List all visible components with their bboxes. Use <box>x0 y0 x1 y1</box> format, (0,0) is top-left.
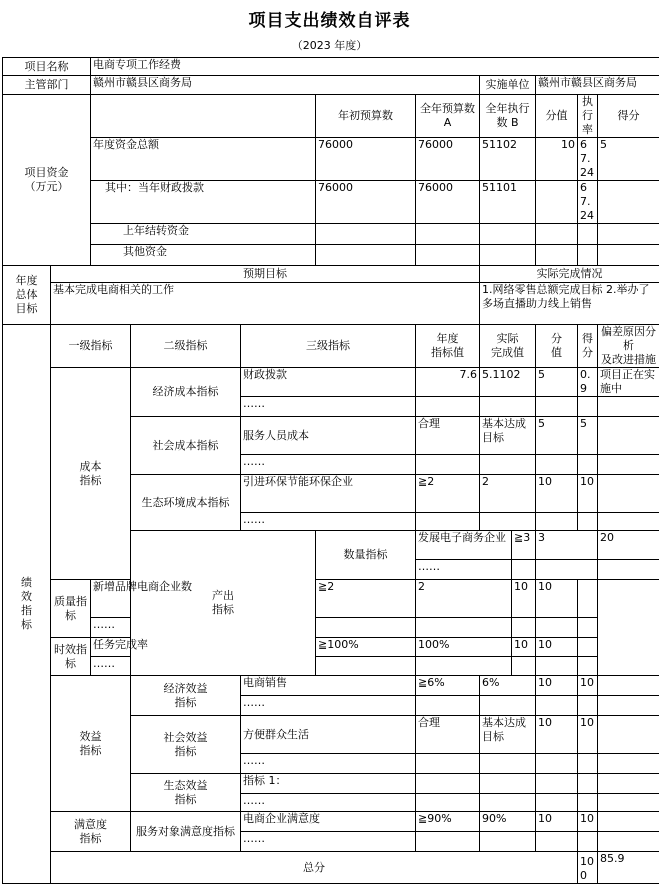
out-time-label: 时效指标 <box>51 638 91 676</box>
indicator-score: 10 <box>536 580 578 618</box>
indicator-target: 合理 <box>416 716 480 754</box>
indicator-weight: 5 <box>536 417 578 455</box>
funds-label: 项目资金 （万元） <box>3 95 91 266</box>
indicator-weight: 10 <box>536 716 578 754</box>
header-level3: 三级指标 <box>241 325 416 368</box>
funds-header-weight: 分值 <box>536 95 578 138</box>
indicator-item: 服务人员成本 <box>241 417 416 455</box>
total-label: 总分 <box>51 852 578 884</box>
funds-score <box>598 245 659 266</box>
project-name: 电商专项工作经费 <box>91 58 659 76</box>
indicator-placeholder: …… <box>91 618 241 638</box>
funds-score <box>598 224 659 245</box>
indicator-actual: 基本达成目标 <box>480 716 536 754</box>
indicator-score: 10 <box>536 638 578 657</box>
indicator-placeholder: …… <box>241 754 416 774</box>
cost-econ-label: 经济成本指标 <box>131 368 241 417</box>
indicator-actual: 6% <box>480 676 536 696</box>
indicator-score: 10 <box>578 475 598 513</box>
funds-row-label: 其他资金 <box>91 245 316 266</box>
funds-weight <box>536 224 578 245</box>
page-subtitle: （2023 年度） <box>0 37 659 53</box>
funds-annual: 76000 <box>416 138 480 181</box>
indicator-target: ≧100% <box>316 638 416 657</box>
indicator-item: 电商销售 <box>241 676 416 696</box>
indicator-actual: 5.1102 <box>480 368 536 397</box>
indicator-item: 任务完成率 <box>91 638 241 657</box>
goals-label: 年度 总体 目标 <box>3 266 51 325</box>
evaluation-table <box>2 57 659 884</box>
funds-row <box>3 245 659 266</box>
funds-initial <box>316 245 416 266</box>
page-title: 项目支出绩效自评表 <box>0 6 659 31</box>
indicator-target: ≧2 <box>416 475 480 513</box>
funds-initial <box>316 224 416 245</box>
indicator-placeholder: …… <box>241 455 416 475</box>
funds-rate <box>578 245 598 266</box>
indicator-target: 7.6 <box>416 368 480 397</box>
actual-goal: 1.网络零售总额完成目标 2.举办了多场直播助力线上销售 <box>480 283 659 325</box>
indicator-score: 0.9 <box>578 368 598 397</box>
indicator-target: ≧90% <box>416 812 480 832</box>
indicator-actual: 基本达成目标 <box>480 417 536 455</box>
indicator-placeholder: …… <box>241 513 416 531</box>
impl-value: 赣州市赣县区商务局 <box>536 76 659 95</box>
funds-header-initial: 年初预算数 <box>316 95 416 138</box>
expected-goal-header: 预期目标 <box>51 266 480 283</box>
indicator-weight: 10 <box>536 475 578 513</box>
ben-econ-label: 经济效益 指标 <box>131 676 241 716</box>
indicator-placeholder: …… <box>241 397 416 417</box>
header-level1: 一级指标 <box>51 325 131 368</box>
dept-value: 赣州市赣县区商务局 <box>91 76 480 95</box>
ben-eco-label: 生态效益 指标 <box>131 774 241 812</box>
benefit-indicator-label: 效益 指标 <box>51 676 131 812</box>
funds-initial: 76000 <box>316 181 416 224</box>
indicator-item: 指标 1： <box>241 774 416 794</box>
indicator-score: 10 <box>578 812 598 832</box>
indicator-item: 方便群众生活 <box>241 716 416 754</box>
actual-goal-header: 实际完成情况 <box>480 266 659 283</box>
indicator-item: 新增品牌电商企业数 <box>91 580 241 618</box>
funds-annual: 76000 <box>416 181 480 224</box>
header-actual: 实际 完成值 <box>480 325 536 368</box>
indicator-placeholder: …… <box>241 794 416 812</box>
cost-social-label: 社会成本指标 <box>131 417 241 475</box>
indicator-placeholder: …… <box>91 657 241 676</box>
dept-label: 主管部门 <box>3 76 91 95</box>
funds-header-annual: 全年预算数 A <box>416 95 480 138</box>
funds-header-score: 得分 <box>598 95 659 138</box>
indicator-item: 发展电子商务企业 <box>416 531 512 560</box>
header-level2: 二级指标 <box>131 325 241 368</box>
funds-annual <box>416 224 480 245</box>
funds-header-executed: 全年执行数 B <box>480 95 536 138</box>
funds-score <box>598 181 659 224</box>
indicator-actual: 2 <box>416 580 512 618</box>
funds-row <box>3 181 659 224</box>
funds-row-label: 上年结转资金 <box>91 224 316 245</box>
indicator-actual: 2 <box>480 475 536 513</box>
header-score: 得 分 <box>578 325 598 368</box>
indicator-item: 引进环保节能环保企业 <box>241 475 416 513</box>
indicator-reason: 项目正在实施中 <box>598 368 659 397</box>
total-score: 85.9 <box>598 852 659 884</box>
satisfaction-indicator-label: 满意度 指标 <box>51 812 131 852</box>
project-name-label: 项目名称 <box>3 58 91 76</box>
header-reason: 偏差原因分析 及改进措施 <box>598 325 659 368</box>
out-qual-label: 质量指标 <box>51 580 91 638</box>
indicator-score: 5 <box>578 417 598 455</box>
funds-executed: 51102 <box>480 138 536 181</box>
indicator-target: ≧3 <box>512 531 536 560</box>
funds-executed <box>480 224 536 245</box>
funds-weight <box>536 181 578 224</box>
indicator-actual: 3 <box>536 531 598 560</box>
indicator-actual: 90% <box>480 812 536 832</box>
indicator-weight: 10 <box>512 580 536 618</box>
expected-goal: 基本完成电商相关的工作 <box>51 283 480 325</box>
funds-weight <box>536 245 578 266</box>
indicator-weight: 10 <box>512 638 536 657</box>
header-weight: 分 值 <box>536 325 578 368</box>
indicator-weight: 5 <box>536 368 578 397</box>
cost-eco-label: 生态环境成本指标 <box>131 475 241 531</box>
header-target: 年度 指标值 <box>416 325 480 368</box>
indicator-weight: 10 <box>536 812 578 832</box>
funds-row <box>3 224 659 245</box>
funds-executed: 51101 <box>480 181 536 224</box>
indicator-target: ≧6% <box>416 676 480 696</box>
indicator-placeholder: …… <box>416 560 512 580</box>
indicator-target: ≧2 <box>316 580 416 618</box>
indicator-score: 10 <box>578 716 598 754</box>
cost-indicator-label: 成本 指标 <box>51 368 131 580</box>
funds-annual <box>416 245 480 266</box>
funds-row-label: 其中：当年财政拨款 <box>91 181 316 224</box>
indicator-score: 10 <box>578 676 598 696</box>
out-qty-label: 数量指标 <box>316 531 416 580</box>
funds-weight: 10 <box>536 138 578 181</box>
total-weight: 100 <box>578 852 598 884</box>
ben-social-label: 社会效益 指标 <box>131 716 241 774</box>
funds-rate <box>578 224 598 245</box>
indicator-placeholder: …… <box>241 832 416 852</box>
indicator-item: 财政拨款 <box>241 368 416 397</box>
indicator-actual: 100% <box>416 638 512 657</box>
indicators-side-label: 绩 效 指 标 <box>3 325 51 884</box>
output-indicator-label: 产出 指标 <box>131 531 316 676</box>
funds-executed <box>480 245 536 266</box>
funds-initial: 76000 <box>316 138 416 181</box>
sat-sub-label: 服务对象满意度指标 <box>131 812 241 852</box>
funds-rate: 67.24 <box>578 138 598 181</box>
impl-label: 实施单位 <box>480 76 536 95</box>
indicator-item: 电商企业满意度 <box>241 812 416 832</box>
indicator-placeholder: …… <box>241 696 416 716</box>
funds-header-rate: 执行率 <box>578 95 598 138</box>
indicator-weight: 10 <box>536 676 578 696</box>
funds-score: 5 <box>598 138 659 181</box>
funds-rate: 67.24 <box>578 181 598 224</box>
indicator-weight: 20 <box>598 531 659 560</box>
funds-header-blank <box>91 95 316 138</box>
funds-row <box>3 138 659 181</box>
indicator-target: 合理 <box>416 417 480 455</box>
funds-row-label: 年度资金总额 <box>91 138 316 181</box>
